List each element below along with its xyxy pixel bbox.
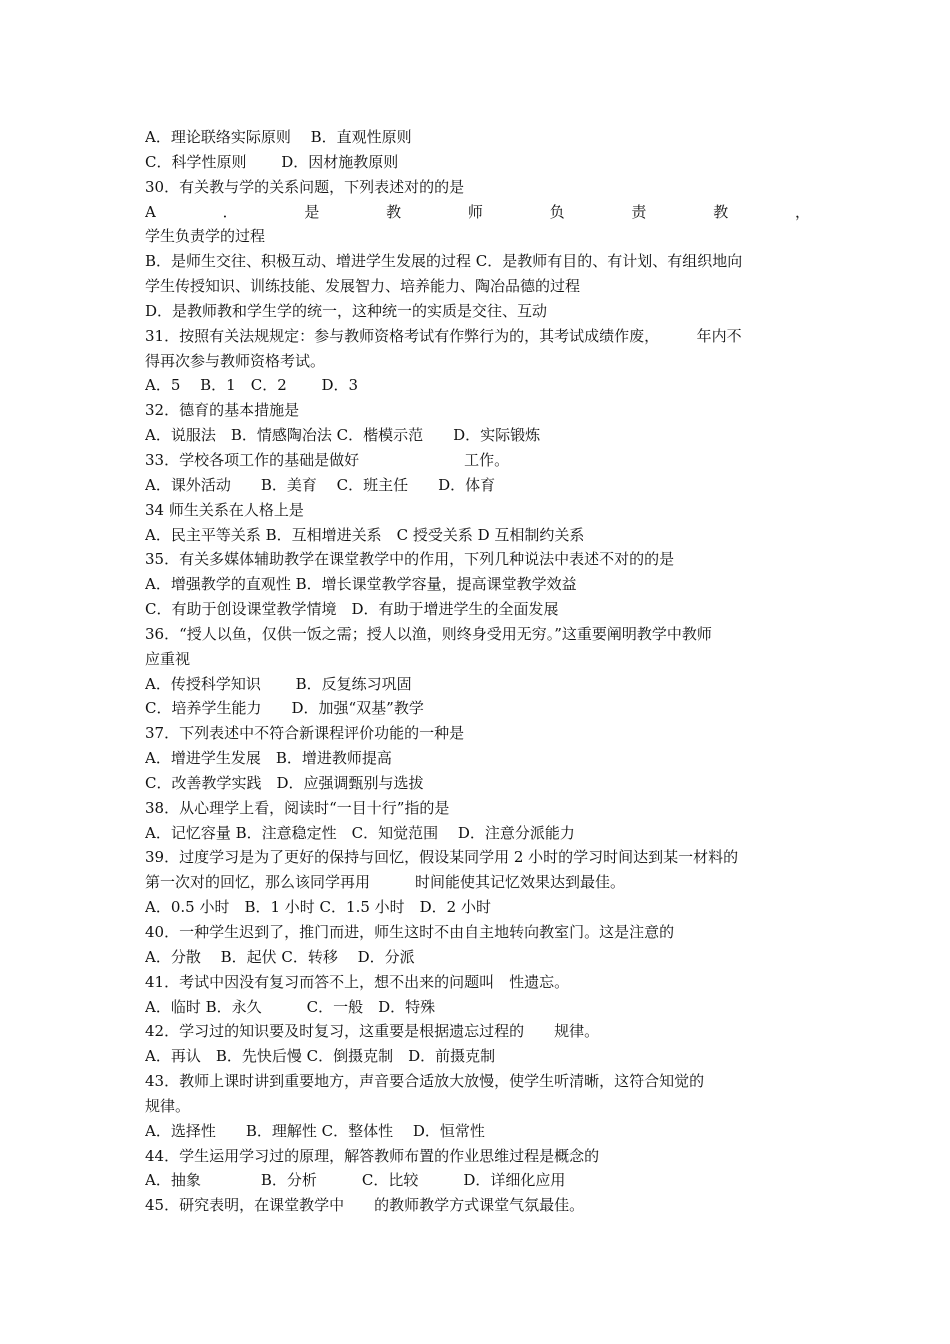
option-line: A．增强教学的直观性 B．增长课堂教学容量，提高课堂教学效益 (145, 575, 577, 594)
option-line: A．临时 B．永久 C．一般 D．特殊 (145, 997, 436, 1016)
option-line: A．记忆容量 B．注意稳定性 C．知觉范围 D．注意分派能力 (145, 823, 575, 842)
justified-option-line (145, 200, 810, 225)
question-line: 规律。 (145, 1096, 191, 1115)
question-line: 43．教师上课时讲到重要地方，声音要合适放大放慢，使学生听清晰，这符合知觉的 (145, 1072, 705, 1091)
justified-char: 教 (386, 202, 402, 221)
question-line: 44．学生运用学习过的原理，解答教师布置的作业思维过程是概念的 (145, 1146, 600, 1165)
option-line: A．再认 B．先快后慢 C．倒摄克制 D．前摄克制 (145, 1047, 496, 1066)
justified-char: 是 (304, 202, 320, 221)
option-line: C．培养学生能力 D．加强“双基”教学 (145, 699, 424, 718)
question-line: 32．德育的基本措施是 (145, 401, 300, 420)
option-line: A．民主平等关系 B．互相增进关系 C 授受关系 D 互相制约关系 (145, 525, 585, 544)
justified-char: 责 (631, 202, 647, 221)
option-line: C．有助于创设课堂教学情境 D．有助于增进学生的全面发展 (145, 600, 559, 619)
question-line: 36．“授人以鱼，仅供一饭之需；授人以渔，则终身受用无穷。”这重要阐明教学中教师 (145, 624, 712, 643)
justified-char: 教 (713, 202, 729, 221)
option-line: C．科学性原则 D．因材施教原则 (145, 152, 399, 171)
question-line: 40．一种学生迟到了，推门而进，师生这时不由自主地转向教室门。这是注意的 (145, 923, 675, 941)
justified-char: ， (794, 202, 810, 221)
question-line: 第一次对的回忆，那么该同学再用 时间能使其记忆效果达到最佳。 (145, 873, 626, 892)
option-line: A．分散 B．起伏 C．转移 D．分派 (145, 947, 415, 966)
question-line: 得再次参与教师资格考试。 (145, 351, 326, 370)
question-line: 33．学校各项工作的基础是做好 工作。 (145, 450, 510, 469)
option-line: 学生传授知识、训练技能、发展智力、培养能力、陶冶品德的过程 (145, 277, 581, 296)
document-page (145, 125, 810, 1218)
justified-char: 负 (549, 202, 565, 221)
option-line: A．理论联络实际原则 B．直观性原则 (145, 128, 412, 146)
option-line: A．选择性 B．理解性 C．整体性 D．恒常性 (145, 1121, 485, 1140)
option-line: A．增进学生发展 B．增进教师提高 (145, 749, 392, 768)
option-line: B．是师生交往、积极互动、增进学生发展的过程 C．是教师有目的、有计划、有组织地向 (145, 252, 743, 271)
question-line: 38．从心理学上看，阅读时“一目十行”指的是 (145, 798, 450, 817)
option-line: A．传授科学知识 B．反复练习巩固 (145, 674, 412, 693)
option-line: A．抽象 B．分析 C．比较 D．详细化应用 (145, 1171, 566, 1190)
question-line: 41．考试中因没有复习而答不上，想不出来的问题叫 性遗忘。 (145, 972, 570, 991)
option-line: 学生负责学的过程 (145, 227, 266, 246)
question-line: 37．下列表述中不符合新课程评价功能的一种是 (145, 724, 465, 743)
justified-char: ． (222, 202, 238, 221)
option-line: A．5 B．1 C．2 D．3 (145, 376, 359, 395)
question-line: 42．学习过的知识要及时复习，这重要是根据遗忘过程的 规律。 (145, 1022, 600, 1041)
justified-char: 师 (467, 202, 483, 221)
question-line: 应重视 (145, 649, 191, 668)
option-line: A．0.5 小时 B．1 小时 C．1.5 小时 D．2 小时 (145, 898, 491, 917)
question-line: 30．有关教与学的关系问题，下列表述对的的是 (145, 177, 465, 196)
option-line: A．课外活动 B．美育 C．班主任 D．体育 (145, 475, 496, 494)
justified-char: A (145, 202, 156, 221)
question-line: 39．过度学习是为了更好的保持与回忆，假设某同学用 2 小时的学习时间达到某一材料的 (145, 848, 739, 867)
question-line: 35．有关多媒体辅助教学在课堂教学中的作用，下列几种说法中表述不对的的是 (145, 550, 675, 569)
option-line: D．是教师教和学生学的统一，这种统一的实质是交往、互动 (145, 301, 548, 320)
question-line: 31．按照有关法规规定：参与教师资格考试有作弊行为的，其考试成绩作废， 年内不 (145, 326, 742, 345)
question-line: 34 师生关系在人格上是 (145, 500, 304, 519)
question-line: 45．研究表明，在课堂教学中 的教师教学方式课堂气氛最佳。 (145, 1196, 585, 1215)
option-line: A．说服法 B．情感陶冶法 C．楷模示范 D．实际锻炼 (145, 426, 541, 445)
option-line: C．改善教学实践 D．应强调甄别与选拔 (145, 773, 424, 792)
